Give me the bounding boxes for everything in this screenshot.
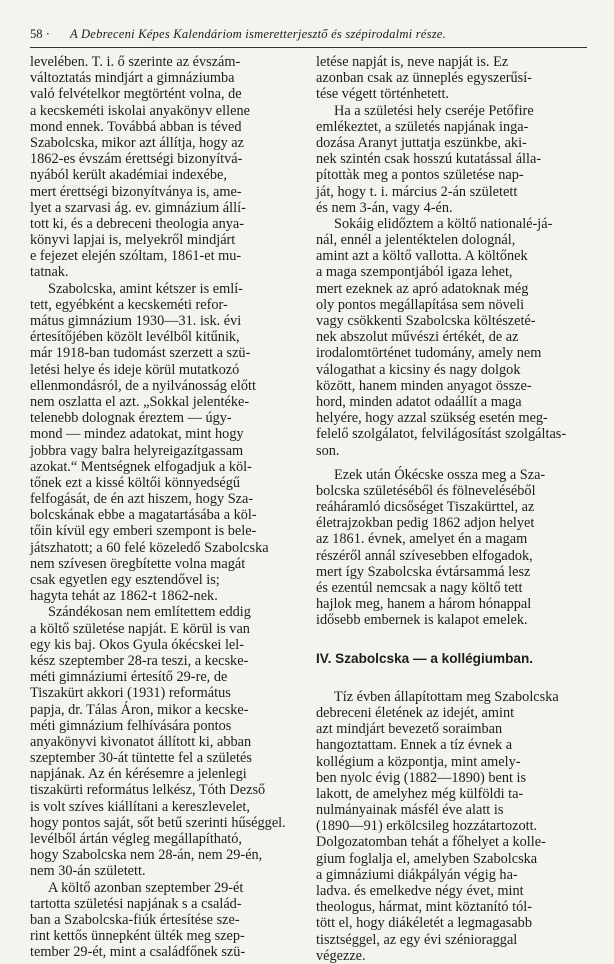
header-rule bbox=[30, 47, 587, 48]
text-line: már 1918-ban tudomást szerzett a szü- bbox=[30, 345, 251, 362]
text-line: theologus, hármat, mint köztanító tól- bbox=[316, 899, 533, 916]
text-line: lyet a szarvasi ág. ev. gimnázium állí- bbox=[30, 199, 246, 216]
text-line: ban a Szabolcska-fiúk értesítése sze- bbox=[30, 911, 240, 928]
text-line: Szabolcska, mikor azt állítja, hogy az bbox=[30, 134, 244, 151]
text-line: bolcska születéséből és fölneveléséből bbox=[316, 482, 536, 499]
text-line: felfogását, de én azt hiszem, hogy Sza- bbox=[30, 491, 254, 508]
text-line: bolcskának ebbe a magatartásába a köl- bbox=[30, 507, 257, 524]
running-header bbox=[30, 27, 586, 45]
text-line: tisztséggel, az egy évi szénioraggal bbox=[316, 931, 518, 948]
paragraph-start-line: Szabolcska, amint kétszer is emlí- bbox=[48, 280, 243, 297]
text-line: mond ennek. Továbbá abban is téved bbox=[30, 118, 242, 135]
text-line: dozása Aranyt juttatja eszünkbe, aki- bbox=[316, 134, 527, 151]
text-line: a kecskeméti iskolai anyakönyv ellene bbox=[30, 102, 250, 119]
text-line: telenebb dolognak éreztem — úgy- bbox=[30, 410, 232, 427]
text-line: letési helye és ideje körül mutatkozó bbox=[30, 361, 240, 378]
text-line: tiszakürti református lelkész, Tóth Dezső bbox=[30, 782, 266, 799]
paragraph-start-line: Tíz évben állapítottam meg Szabolcska bbox=[334, 688, 559, 705]
text-line: egy kis baj. Okos Gyula ókécskei lel- bbox=[30, 636, 245, 653]
text-line: azt mindjárt bevezető soraimban bbox=[316, 721, 503, 738]
text-line: játszhatott; a 60 felé közeledő Szabolcska bbox=[30, 539, 269, 556]
text-line: hajlok meg, hanem a három hónappal bbox=[316, 596, 532, 613]
text-line: mert érettségi bizonyítványa is, ame- bbox=[30, 183, 242, 200]
text-line: válogathat a kicsiny és nagy dolgok bbox=[316, 361, 521, 378]
text-line: méti gimnáziumi értesítő 29-re, de bbox=[30, 669, 228, 686]
text-line: rint kettős ünnepként ülték meg szep- bbox=[30, 928, 245, 945]
text-line: hord, minden adatot odaállít a maga bbox=[316, 393, 522, 410]
text-line: mert ezeknek az apró adatoknak még bbox=[316, 280, 529, 297]
text-line: idősebb embernek is kalapot emelek. bbox=[316, 612, 528, 629]
paragraph-start-line: Sokáig elidőztem a költő nationalé-já- bbox=[334, 215, 553, 232]
text-line: pítottàk meg a pontos születése nap- bbox=[316, 167, 524, 184]
paragraph-start-line: Ha a születési hely cseréje Petőfire bbox=[334, 102, 534, 119]
text-line: mond — mindez adatokat, mint hogy bbox=[30, 426, 244, 443]
text-line: és nem 3-án, vagy 4-én. bbox=[316, 199, 453, 216]
text-line: való felvételkor megtörtént volna, de bbox=[30, 86, 242, 103]
section-gap bbox=[316, 629, 586, 651]
text-line: anyakönyvi kivonatot állított ki, abban bbox=[30, 733, 252, 750]
text-line: nulmányainak másfél éve alatt is bbox=[316, 802, 504, 819]
text-line: letése napját is, neve napját is. Ez bbox=[316, 54, 509, 70]
text-line: tatnak. bbox=[30, 264, 69, 281]
text-line: tartotta születési napjának s a család- bbox=[30, 895, 242, 912]
paragraph-start-line: Szándékosan nem említettem eddig bbox=[48, 604, 251, 621]
text-line: hagyta tehát az 1862-t 1862-nek. bbox=[30, 588, 218, 605]
text-line: hangoztattam. Ennek a tíz évnek a bbox=[316, 737, 513, 754]
text-line: jobbra vagy balra helyreigazítgassam bbox=[30, 442, 244, 459]
text-line: ját, hogy t. i. március 2-án született bbox=[316, 183, 518, 200]
text-line: irodalomtörténet tudomány, amely nem bbox=[316, 345, 542, 362]
section-heading: IV. Szabolcska — a kollégiumban. bbox=[316, 650, 534, 666]
text-line: részéről annál szívesebben elfogadok, bbox=[316, 547, 533, 564]
text-line: végezze. bbox=[316, 947, 366, 964]
text-line: nyából került akadémiai indexébe, bbox=[30, 167, 227, 184]
text-line: hogy pontos saját, sőt betű szerinti hűséggel. bbox=[30, 814, 286, 831]
text-line: (1890—91) erkölcsileg hozzátartozott. bbox=[316, 818, 538, 835]
text-line: változtatás mindjárt a gimnáziumba bbox=[30, 70, 235, 87]
text-line: ellenmondásról, de a nyilvánosság előtt bbox=[30, 377, 256, 394]
text-line: életrajzokban pedig 1862 adjon helyet bbox=[316, 515, 535, 532]
text-line: vagy csökkenti Szabolcska költészeté- bbox=[316, 313, 536, 329]
text-line: tése végett történhetett. bbox=[316, 86, 449, 103]
text-line: azokat.“ Mentségnek elfogadjuk a köl- bbox=[30, 458, 252, 475]
text-line: hogy Szabolcska nem 28-án, nem 29-én, bbox=[30, 847, 263, 864]
paragraph-start-line: A költő azonban szeptember 29-ét bbox=[48, 879, 244, 896]
text-line: son. bbox=[316, 442, 340, 459]
text-line: és ezentúl nemcsak a nagy költő tett bbox=[316, 580, 523, 596]
text-line: a gimnáziumi diákpályán végig ha- bbox=[316, 866, 518, 883]
text-line: reáháramló dicsőséget Tiszakürttel, az bbox=[316, 499, 535, 516]
text-line: nem szívesen öregbítette volna magát bbox=[30, 555, 246, 572]
text-line: amint azt a költő vallotta. A költőnek bbox=[316, 248, 528, 265]
text-line: értesítőjében közölt levélből kitűnik, bbox=[30, 329, 240, 346]
text-line: papja, dr. Tálas Áron, mikor a kecske- bbox=[30, 701, 249, 718]
text-line: e fejezet elején szóltam, 1861-et mu- bbox=[30, 248, 242, 265]
text-line: között, hanem minden anyagot össze- bbox=[316, 377, 532, 394]
text-line: Dolgozatomban tehát a főhelyet a kolle- bbox=[316, 834, 546, 851]
text-line: ladva. és emelkedve négy évet, mint bbox=[316, 883, 524, 899]
left-column bbox=[30, 54, 300, 961]
text-line: a maga szempontjából igaza lehet, bbox=[316, 264, 513, 281]
page-number: 58 · bbox=[30, 27, 50, 41]
text-line: az 1861. évnek, amelyet én a magam bbox=[316, 531, 528, 548]
text-line: nál, ennél a jelentéktelen dolognál, bbox=[316, 232, 516, 249]
running-title: A Debreceni Képes Kalendáriom ismeretterjesztő és szépirodalmi része. bbox=[70, 27, 446, 41]
text-line: levélből ártán végleg megállapítható, bbox=[30, 831, 242, 847]
text-line: nem oszlatta el azt. „Sokkal jelentéke- bbox=[30, 393, 250, 410]
text-line: helyére, hogy azzal szükség esetén meg- bbox=[316, 410, 548, 427]
text-line: debreceni életének az idejét, amint bbox=[316, 704, 515, 721]
text-line: is volt szíves kiállítani a kereszlevelet, bbox=[30, 798, 250, 815]
text-line: tember 29-ét, mint a családfőnek szü- bbox=[30, 944, 246, 961]
text-line: tett, egyébként a kecskeméti refor- bbox=[30, 296, 228, 313]
text-line: felelő szolgálatot, felvilágosítást szolgáltas- bbox=[316, 426, 567, 443]
text-line: kollégium a központja, mint amely- bbox=[316, 753, 521, 770]
text-line: levelében. T. i. ő szerinte az évszám- bbox=[30, 54, 241, 70]
section-gap bbox=[316, 667, 586, 689]
text-line: Tiszakürt akkori (1931) református bbox=[30, 685, 231, 702]
text-line: szeptember 30-át tüntette fel a születés bbox=[30, 750, 252, 767]
text-line: gium foglalja el, amelyben Szabolcska bbox=[316, 850, 538, 867]
text-line: kész szeptember 28-ra teszi, a kecske- bbox=[30, 652, 249, 669]
text-line: lakott, de amelyhez még külföldi ta- bbox=[316, 785, 524, 802]
text-line: csak egyetlen egy esztendővel is; bbox=[30, 572, 220, 588]
text-line: nem 30-án született. bbox=[30, 863, 146, 880]
text-line: a költő születése napját. E körül is van bbox=[30, 620, 250, 637]
text-line: mert így Szabolcska évtársammá lesz bbox=[316, 563, 531, 580]
paragraph-gap bbox=[316, 459, 586, 467]
text-line: méti gimnázium felhívására pontos bbox=[30, 717, 232, 734]
text-line: 1862-es évszám érettségi bizonyítvá- bbox=[30, 151, 243, 168]
text-line: napjának. Az én kérésemre a jelenlegi bbox=[30, 766, 247, 783]
text-line: tott ki, és a debreceni theologia anya- bbox=[30, 215, 244, 232]
text-line: könyvi lapjai is, melyekről mindjárt bbox=[30, 232, 236, 249]
text-line: oly pontos megállapítása sem növeli bbox=[316, 296, 525, 313]
text-line: nek szintén csak hosszú kutatással álla- bbox=[316, 151, 542, 168]
text-line: ben nyolc évig (1882—1890) bent is bbox=[316, 769, 527, 786]
text-line: emlékeztet, a születés napjának inga- bbox=[316, 118, 529, 135]
right-column bbox=[316, 54, 586, 964]
text-line: tött el, hogy diákéletét a legmagasabb bbox=[316, 915, 532, 932]
text-line: mátus gimnázium 1930—31. isk. évi bbox=[30, 313, 242, 329]
paragraph-start-line: Ezek után Ókécske ossza meg a Sza- bbox=[334, 466, 546, 483]
text-line: nek abszolut művészi értékét, de az bbox=[316, 329, 519, 346]
text-line: azonban csak az ünneplés egyszerűsí- bbox=[316, 70, 532, 87]
text-line: tőnek ezt a kissé költői könnyedségű bbox=[30, 474, 241, 491]
text-line: tőin kívül egy emberi szempont is bele- bbox=[30, 523, 257, 540]
